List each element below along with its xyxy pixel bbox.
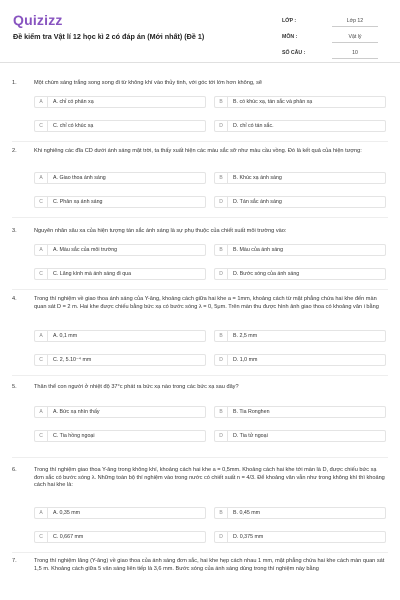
option-d[interactable]	[214, 120, 386, 132]
question-text: Trong thí nghiệm về giao thoa ánh sáng của Y-âng, khoảng cách giữa hai khe a = 1mm, khoảng cách từ mặt phẳng chứa hai khe đến màn quan sát D = 2 m. Hai khe được chiếu bằng bức xạ có bước sóng λ = 0, 5μm. Trên màn thu được hình ảnh giao thoa có khoảng vân i bằng	[34, 296, 379, 310]
option-b[interactable]	[214, 507, 386, 519]
option-text: D. Tán sắc ánh sáng	[233, 199, 282, 205]
option-text: D. Tia tử ngoại	[233, 433, 268, 439]
option-letter: A	[35, 407, 48, 417]
question-text: Trong thí nghiệm giao thoa Y-âng trong không khí, khoảng cách hai khe a = 0,5mm. Khoảng cách hai khe tới màn là D, được chiếu bức xạ đơn sắc có bước sóng λ. Những toàn bộ thí nghiệm vào trong nước có chiết suất n = 4/3. Để khoảng vân vẫn như trong không khí thì khoảng cách hai khe là:	[34, 467, 385, 489]
option-text: D. chỉ có tán sắc.	[233, 123, 274, 129]
option-b[interactable]	[214, 406, 386, 418]
option-letter: D	[215, 532, 228, 542]
question-number: 1.	[12, 80, 17, 86]
meta-label: MÔN :	[282, 34, 298, 40]
question-text: Nguyên nhân sâu xa của hiện tượng tán sắc ánh sáng là sự phụ thuộc của chiết suất môi trường vào:	[34, 228, 287, 234]
meta-row-class	[282, 14, 392, 28]
option-d[interactable]	[214, 430, 386, 442]
option-a[interactable]	[34, 330, 206, 342]
option-text: B. Màu của ánh sáng	[233, 247, 284, 253]
option-letter: B	[215, 97, 228, 107]
option-letter: C	[35, 355, 48, 365]
option-a[interactable]	[34, 96, 206, 108]
option-text: A. 0,35 mm	[53, 510, 81, 516]
option-letter: B	[215, 173, 228, 183]
option-letter: C	[35, 532, 48, 542]
option-letter: D	[215, 269, 228, 279]
meta-label: LỚP :	[282, 18, 297, 24]
option-text: B. 2,5 mm	[233, 333, 258, 339]
question-number: 3.	[12, 228, 17, 234]
quizizz-logo[interactable]: Quizizz	[13, 12, 63, 28]
question-text: Khi nghiêng các đĩa CD dưới ánh sáng mặt trời, ta thấy xuất hiện các màu sắc sỡ như màu cầu vồng. Đó là kết quả của hiện tượng:	[34, 148, 362, 154]
option-letter: B	[215, 407, 228, 417]
option-letter: D	[215, 197, 228, 207]
option-text: B. Khúc xạ ánh sáng	[233, 175, 282, 181]
option-b[interactable]	[214, 244, 386, 256]
option-text: A. Bức xạ nhìn thấy	[53, 409, 100, 415]
option-text: B. có khúc xạ, tán sắc và phản xạ	[233, 99, 313, 105]
option-text: D. 0,375 mm	[233, 534, 264, 540]
meta-label: SỐ CÂU :	[282, 50, 306, 56]
option-d[interactable]	[214, 354, 386, 366]
option-a[interactable]	[34, 172, 206, 184]
page-title: Đề kiểm tra Vật lí 12 học kì 2 có đáp án (Mới nhất) (Đề 1)	[13, 32, 205, 41]
option-letter: A	[35, 245, 48, 255]
option-text: C. Tia hồng ngoại	[53, 433, 95, 439]
question-text: Thân thể con người ở nhiệt độ 37°c phát ra bức xạ nào trong các bức xạ sau đây?	[34, 384, 239, 390]
header	[0, 0, 400, 63]
option-c[interactable]	[34, 120, 206, 132]
option-text: A. 0,1 mm	[53, 333, 78, 339]
option-c[interactable]	[34, 354, 206, 366]
option-text: C. 2, 5.10⁻⁴ mm	[53, 357, 92, 363]
option-c[interactable]	[34, 268, 206, 280]
option-b[interactable]	[214, 96, 386, 108]
option-b[interactable]	[214, 330, 386, 342]
option-letter: A	[35, 173, 48, 183]
option-text: D. Bước sóng của ánh sáng	[233, 271, 300, 277]
question-text: Một chùm sáng trắng song song đi từ không khí vào thủy tinh, với góc tới lớn hơn không, sẽ	[34, 80, 262, 86]
divider	[12, 141, 388, 142]
option-a[interactable]	[34, 244, 206, 256]
option-letter: C	[35, 197, 48, 207]
option-b[interactable]	[214, 172, 386, 184]
option-c[interactable]	[34, 531, 206, 543]
option-text: C. Lăng kính mà ánh sáng đi qua	[53, 271, 132, 277]
option-letter: D	[215, 431, 228, 441]
option-text: C. 0,667 mm	[53, 534, 84, 540]
option-letter: D	[215, 355, 228, 365]
meta-row-subject	[282, 30, 392, 44]
option-d[interactable]	[214, 196, 386, 208]
meta-row-count	[282, 46, 392, 60]
option-letter: B	[215, 331, 228, 341]
meta-value: Lớp 12	[332, 16, 378, 27]
divider	[12, 552, 388, 553]
question-text: Trong thí nghiệm Iâng (Y-âng) về giao thoa của ánh sáng đơn sắc, hai khe hẹp cách nhau 1 mm, mặt phẳng chứa hai khe cách màn quan sát 1,5 m. Khoảng cách giữa 5 vân sáng liên tiếp là 3,6 mm. Bước sóng của ánh sáng dùng trong thí nghiệm này bằng	[34, 558, 385, 572]
meta-value: 10	[332, 48, 378, 59]
divider	[12, 457, 388, 458]
question-number: 4.	[12, 296, 17, 302]
question-number: 6.	[12, 467, 17, 473]
option-d[interactable]	[214, 268, 386, 280]
option-letter: C	[35, 121, 48, 131]
option-text: D. 1,0 mm	[233, 357, 258, 363]
divider	[12, 217, 388, 218]
option-text: C. Phản xạ ánh sáng	[53, 199, 103, 205]
question-number: 7.	[12, 558, 17, 564]
option-letter: B	[215, 245, 228, 255]
option-text: C. chỉ có khúc xạ	[53, 123, 94, 129]
option-text: A. Giao thoa ánh sáng	[53, 175, 106, 181]
option-text: B. Tia Ronghen	[233, 409, 270, 415]
option-letter: C	[35, 269, 48, 279]
question-number: 5.	[12, 384, 17, 390]
meta-panel	[282, 14, 392, 62]
meta-value: Vật lý	[332, 32, 378, 43]
option-text: B. 0,45 mm	[233, 510, 261, 516]
option-letter: B	[215, 508, 228, 518]
option-letter: A	[35, 97, 48, 107]
divider	[12, 375, 388, 376]
option-text: A. chỉ có phản xạ	[53, 99, 94, 105]
option-letter: A	[35, 331, 48, 341]
option-c[interactable]	[34, 196, 206, 208]
option-text: A. Màu sắc của môi trường	[53, 247, 118, 253]
option-a[interactable]	[34, 507, 206, 519]
option-a[interactable]	[34, 406, 206, 418]
option-letter: D	[215, 121, 228, 131]
question-number: 2.	[12, 148, 17, 154]
option-letter: A	[35, 508, 48, 518]
divider	[12, 289, 388, 290]
option-letter: C	[35, 431, 48, 441]
option-d[interactable]	[214, 531, 386, 543]
option-c[interactable]	[34, 430, 206, 442]
